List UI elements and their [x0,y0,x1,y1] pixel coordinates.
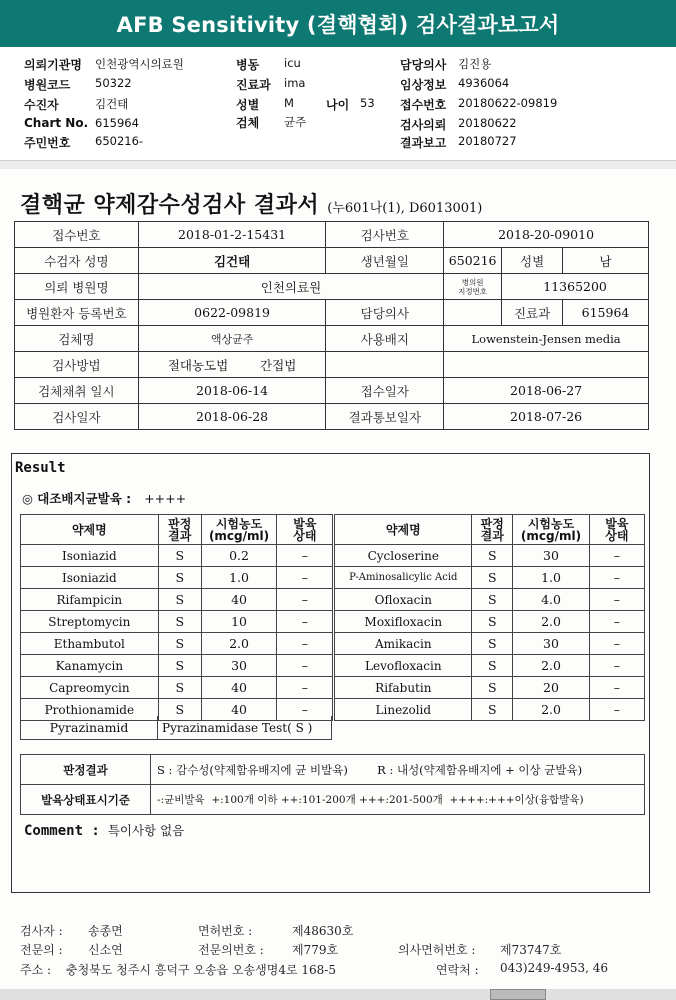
testdate-label: 검사일자 [15,404,139,430]
dept-value: ima [284,76,306,90]
left-drug-cell: Prothionamide [21,699,159,721]
left-conc-cell: 0.2 [201,545,276,567]
left-result-cell: S [158,633,201,655]
table-row [21,677,645,699]
control-growth [22,489,186,507]
right-drug-cell: Ofloxacin [335,589,472,611]
notify-value: 2018-07-26 [444,404,649,430]
doctor-value: 김진용 [458,57,492,71]
chart-value: 615964 [95,116,139,130]
right-conc-cell: 4.0 [513,589,589,611]
right-conc-cell: 30 [513,633,589,655]
specimen-label: 검체 [236,116,260,130]
spec-license-label: 전문의번호 : [198,943,264,957]
col-judge-line2: 결과 [168,528,192,543]
doc-specimen-label: 검체명 [15,326,139,352]
doc-sex-label: 성별 [502,248,563,274]
comment-label: Comment : [24,823,100,839]
control-growth-label: ◎ 대조배지균발육 : [22,491,132,506]
left-drug-cell: Capreomycin [21,677,159,699]
doctor-label: 담당의사 [400,58,447,72]
right-growth-cell: – [589,567,644,589]
document-title-text: 결핵균 약제감수성검사 결과서 [20,192,320,218]
col-judge-right [472,515,513,545]
result-title: Result [15,460,66,476]
left-drug-cell: Kanamycin [21,655,159,677]
col-growth-right-line1: 발육 [605,516,629,531]
judge-legend-r: R : 내성(약제함유배지에 + 이상 균발육) [377,762,583,777]
request-value: 20180622 [458,116,517,130]
sex-label: 성별 [236,98,260,112]
right-growth-cell: – [589,633,644,655]
media-value: Lowenstein-Jensen media [444,326,649,352]
right-drug-cell: Moxifloxacin [335,611,472,633]
left-growth-cell: – [277,611,333,633]
dept-label: 진료과 [236,78,271,92]
control-growth-value: ++++ [144,491,187,506]
comment [24,821,184,839]
right-result-cell: S [472,589,513,611]
judge-legend-s: S : 감수성(약제함유배지에 균 비발육) [157,762,348,777]
ward-value: icu [284,56,301,70]
left-conc-cell: 2.0 [201,633,276,655]
clinical-label: 임상정보 [400,78,447,92]
right-growth-cell: – [589,655,644,677]
institution-label: 의뢰기관명 [24,58,82,72]
growth-legend-label: 발육상태표시기준 [21,785,151,815]
left-growth-cell: – [277,655,333,677]
right-result-cell: S [472,633,513,655]
hospital-code-label: 병원코드 [24,78,71,92]
age-label: 나이 [326,98,350,112]
right-result-cell: S [472,655,513,677]
right-growth-cell: – [589,589,644,611]
clinical-value: 4936064 [458,76,510,90]
right-conc-cell: 30 [513,545,589,567]
specialist-value: 신소연 [88,943,123,957]
request-label: 검사의뢰 [400,118,447,132]
col-conc-right [513,515,589,545]
right-growth-cell: – [589,699,644,721]
media-label: 사용배지 [326,326,444,352]
col-drug-right: 약제명 [335,515,472,545]
table-row [21,545,645,567]
address-label: 주소 : [20,963,52,977]
contact-label: 연락처 : [436,963,479,977]
right-drug-cell: Amikacin [335,633,472,655]
col-growth-right [589,515,644,545]
ward-label: 병동 [236,58,260,72]
left-result-cell: S [158,545,201,567]
doc-doctor-label: 담당의사 [326,300,444,326]
col-growth-line2: 상태 [293,528,317,543]
hosp-code-label: 병의원 지정번호 [444,274,502,300]
table-row [21,633,645,655]
col-conc-line1: 시험농도 [215,516,263,531]
left-result-cell: S [158,677,201,699]
accept-value: 2018-06-27 [444,378,649,404]
left-result-cell: S [158,655,201,677]
col-judge-right-line2: 결과 [480,528,504,543]
test-no-value: 2018-20-09010 [444,222,649,248]
left-growth-cell: – [277,699,333,721]
scan-bottom-edge [0,989,676,1000]
col-drug: 약제명 [21,515,159,545]
left-result-cell: S [158,699,201,721]
drug-susceptibility-table [20,514,645,721]
report-title-bar [0,0,676,47]
left-conc-cell: 40 [201,699,276,721]
right-result-cell: S [472,567,513,589]
rrn-label: 주민번호 [24,136,71,150]
reg-label: 병원환자 등록번호 [15,300,139,326]
doc-license-value: 제73747호 [500,943,562,957]
growth-legend-values: -:균비발육 +:100개 이하 ++:101-200개 +++:201-500개 ++++:+++이상(융합발육) [151,785,645,815]
table-row [21,611,645,633]
name-label: 수검자 성명 [15,248,139,274]
pza-row [20,716,332,740]
right-conc-cell: 1.0 [513,567,589,589]
right-conc-cell: 20 [513,677,589,699]
address-value: 충청북도 청주시 흥덕구 오송읍 오송생명4로 168-5 [66,963,336,977]
name-value: 김건태 [138,248,326,274]
col-conc-right-line2: (mcg/ml) [520,528,582,543]
receipt-no-value: 2018-01-2-15431 [138,222,326,248]
left-conc-cell: 1.0 [201,567,276,589]
left-drug-cell: Streptomycin [21,611,159,633]
sex-value: M [284,96,294,110]
right-drug-cell: Levofloxacin [335,655,472,677]
right-drug-cell: Rifabutin [335,677,472,699]
patient-info-panel [0,49,676,161]
left-growth-cell: – [277,545,333,567]
comment-text: 특이사항 없음 [107,823,185,838]
right-result-cell: S [472,699,513,721]
left-growth-cell: – [277,567,333,589]
left-result-cell: S [158,567,201,589]
doc-doctor-value [444,300,502,326]
right-drug-cell: P-Aminosalicylic Acid [335,567,472,589]
right-drug-cell: Cycloserine [335,545,472,567]
col-growth-line1: 발육 [293,516,317,531]
right-growth-cell: – [589,545,644,567]
right-result-cell: S [472,677,513,699]
right-result-cell: S [472,545,513,567]
judge-legend-label: 판정결과 [21,755,151,785]
examiner-label: 검사자 : [20,924,63,938]
col-conc [201,515,276,545]
test-no-label: 검사번호 [326,222,444,248]
col-judge [158,515,201,545]
left-conc-cell: 30 [201,655,276,677]
pza-drug: Pyrazinamid [21,716,158,739]
pza-test: Pyrazinamidase Test( S ) [162,720,313,735]
table-row [21,655,645,677]
hosp-code-value: 11365200 [502,274,649,300]
collect-label: 검체채취 일시 [15,378,139,404]
col-judge-right-line1: 판정 [480,516,504,531]
contact-value: 043)249-4953, 46 [500,961,608,975]
patient-header-table [14,221,649,430]
method-secondary: 간접법 [260,357,297,373]
age-value: 53 [360,96,375,110]
col-growth-right-line2: 상태 [605,528,629,543]
license-value: 제48630호 [292,924,354,938]
doc-license-label: 의사면허번호 : [398,943,476,957]
accept-label: 접수일자 [326,378,444,404]
method-blank [326,352,444,378]
left-drug-cell: Ethambutol [21,633,159,655]
col-growth [277,515,333,545]
document-title [20,188,482,219]
receipt-no-label: 접수번호 [15,222,139,248]
document-form-code: (누601나(1), D6013001) [327,201,483,216]
right-growth-cell: – [589,677,644,699]
reg-value: 0622-09819 [138,300,326,326]
spec-license-value: 제779호 [292,943,339,957]
judge-legend-values [151,755,645,785]
report-title: AFB Sensitivity (결핵협회) 검사결과보고서 [116,12,560,37]
left-conc-cell: 40 [201,677,276,699]
legend-table [20,754,645,815]
col-conc-right-line1: 시험농도 [527,516,575,531]
section-divider [0,161,676,169]
testdate-value: 2018-06-28 [138,404,326,430]
specimen-value: 균주 [284,115,307,129]
right-drug-cell: Linezolid [335,699,472,721]
dob-value: 650216 [444,248,502,274]
chart-label: Chart No. [24,116,89,130]
scanned-report-document [0,169,676,1000]
hospital-code-value: 50322 [95,76,132,90]
right-conc-cell: 2.0 [513,655,589,677]
left-result-cell: S [158,589,201,611]
hospital-label: 의뢰 병원명 [15,274,139,300]
doc-dept-label: 진료과 [502,300,563,326]
right-growth-cell: – [589,611,644,633]
col-conc-line2: (mcg/ml) [208,528,270,543]
hospital-value: 인천의료원 [138,274,443,300]
doc-specimen-value: 액상균주 [138,326,326,352]
method-label: 검사방법 [15,352,139,378]
left-drug-cell: Isoniazid [21,545,159,567]
report-date-value: 20180727 [458,134,517,148]
left-drug-cell: Isoniazid [21,567,159,589]
doc-dept-value: 615964 [563,300,649,326]
table-row [21,589,645,611]
left-growth-cell: – [277,633,333,655]
rrn-value: 650216- [95,134,144,148]
right-conc-cell: 2.0 [513,699,589,721]
table-row [21,567,645,589]
receipt-value: 20180622-09819 [458,96,558,110]
specialist-label: 전문의 : [20,943,63,957]
patient-label: 수진자 [24,98,59,112]
left-conc-cell: 40 [201,589,276,611]
right-result-cell: S [472,611,513,633]
left-result-cell: S [158,611,201,633]
license-label: 면허번호 : [198,924,253,938]
left-growth-cell: – [277,589,333,611]
notify-label: 결과통보일자 [326,404,444,430]
examiner-value: 송종면 [88,924,123,938]
institution-value: 인천광역시의료원 [95,57,184,71]
left-growth-cell: – [277,677,333,699]
drug-table-header [21,515,645,545]
barcode-stamp [490,989,546,1000]
dob-label: 생년월일 [326,248,444,274]
collect-value: 2018-06-14 [138,378,326,404]
receipt-label: 접수번호 [400,98,447,112]
patient-value: 김건태 [95,97,129,111]
doc-sex-value: 남 [563,248,649,274]
col-judge-line1: 판정 [168,516,192,531]
left-conc-cell: 10 [201,611,276,633]
method-value [138,352,326,378]
left-drug-cell: Rifampicin [21,589,159,611]
method-blank-right [444,352,649,378]
method-primary: 절대농도법 [167,357,229,373]
right-conc-cell: 2.0 [513,611,589,633]
report-date-label: 결과보고 [400,136,447,150]
